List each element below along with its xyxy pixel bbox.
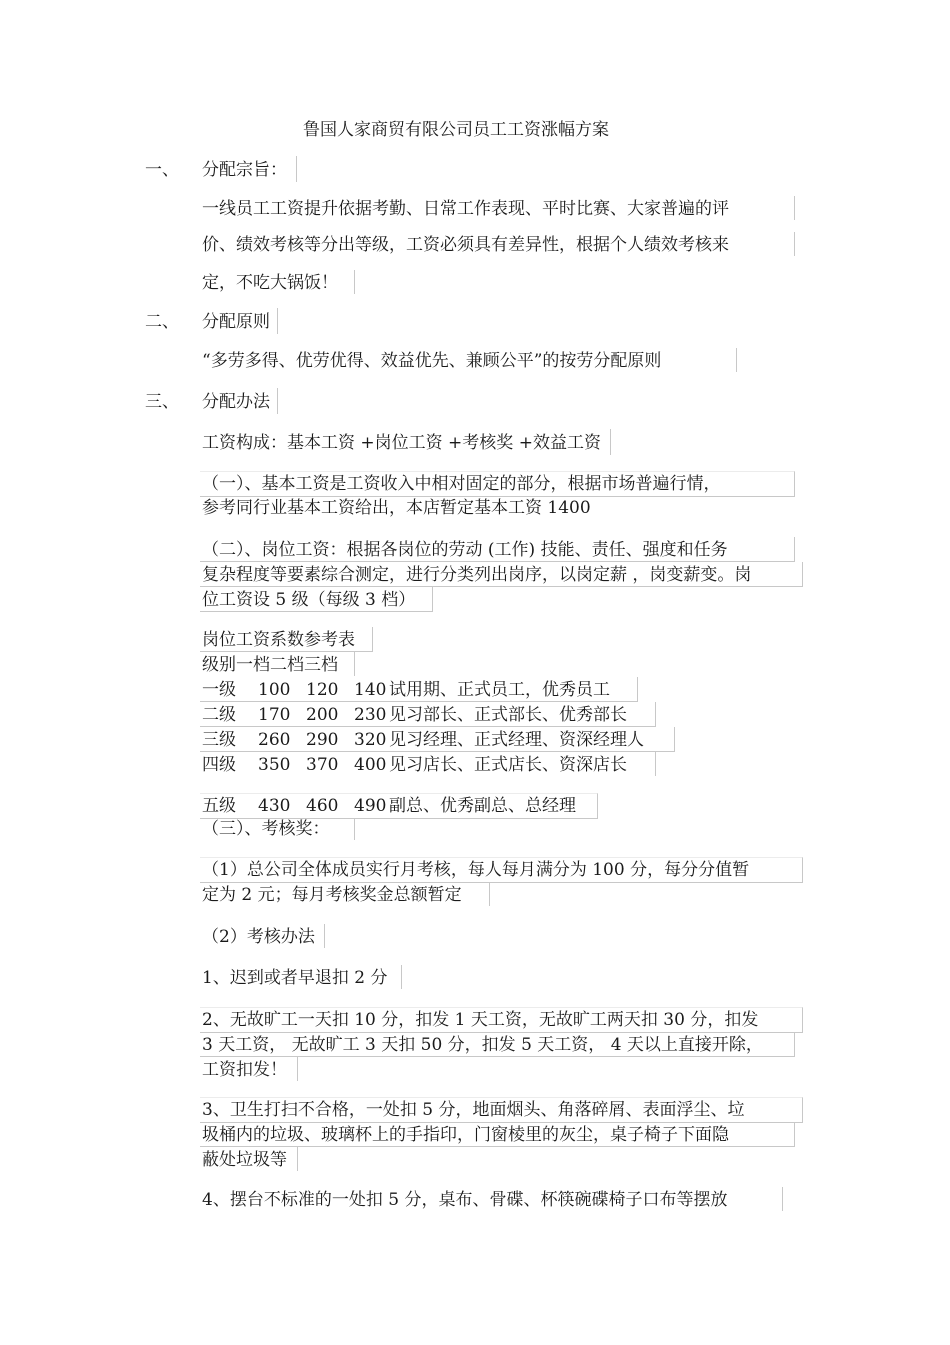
- row-description: 副总、优秀副总、总经理: [389, 796, 576, 816]
- rule-2-line-2: 3 天工资， 无故旷工 3 天扣 50 分，扣发 5 天工资， 4 天以上直接开除，: [202, 1035, 763, 1055]
- basic-wage-line-1: （一）、基本工资是工资收入中相对固定的部分，根据市场普遍行情，: [202, 474, 721, 494]
- table-header: 级别一档二档三档: [202, 655, 338, 675]
- post-wage-line-1: （二）、岗位工资：根据各岗位的劳动 (工作) 技能、责任、强度和任务: [202, 540, 728, 560]
- rule-3-line-3: 蔽处垃圾等: [202, 1150, 287, 1170]
- document-title: 鲁国人家商贸有限公司员工工资涨幅方案: [303, 120, 609, 140]
- section-2-line-1: “多劳多得、优劳优得、效益优先、兼顾公平”的按劳分配原则: [202, 351, 662, 371]
- rule-2-line-3: 工资扣发！: [202, 1060, 287, 1080]
- row-description: 见习经理、正式经理、资深经理人: [389, 730, 644, 750]
- row-value-a: 430: [258, 796, 291, 816]
- row-level: 一级: [202, 680, 236, 700]
- row-level: 二级: [202, 705, 236, 725]
- section-2-heading: 分配原则: [202, 312, 270, 332]
- row-value-c: 490: [354, 796, 387, 816]
- row-level: 三级: [202, 730, 236, 750]
- section-1-line-3: 定，不吃大锅饭！: [202, 273, 338, 293]
- row-value-a: 100: [258, 680, 291, 700]
- row-value-b: 460: [306, 796, 339, 816]
- row-value-c: 320: [354, 730, 387, 750]
- row-value-a: 260: [258, 730, 291, 750]
- row-description: 试用期、正式员工，优秀员工: [389, 680, 610, 700]
- basic-wage-line-2: 参考同行业基本工资给出，本店暂定基本工资 1400: [202, 498, 591, 518]
- wage-composition: 工资构成：基本工资 +岗位工资 +考核奖 +效益工资: [202, 433, 601, 453]
- row-value-b: 290: [306, 730, 339, 750]
- rule-4-line-1: 4、摆台不标准的一处扣 5 分，桌布、骨碟、杯筷碗碟椅子口布等摆放: [202, 1190, 728, 1210]
- bonus-1-line-2: 定为 2 元；每月考核奖金总额暂定: [202, 885, 462, 905]
- row-level: 五级: [202, 796, 236, 816]
- section-3-number: 三、: [145, 392, 179, 412]
- row-value-b: 120: [306, 680, 339, 700]
- rule-3-line-1: 3、卫生打扫不合格，一处扣 5 分，地面烟头、角落碎屑、表面浮尘、垃: [202, 1100, 745, 1120]
- row-value-c: 140: [354, 680, 387, 700]
- section-1-heading: 分配宗旨：: [202, 160, 287, 180]
- section-3-heading: 分配办法: [202, 392, 270, 412]
- bonus-2-heading: （2）考核办法: [202, 927, 315, 947]
- row-value-c: 230: [354, 705, 387, 725]
- row-description: 见习店长、正式店长、资深店长: [389, 755, 627, 775]
- section-1-line-1: 一线员工工资提升依据考勤、日常工作表现、平时比赛、大家普遍的评: [202, 199, 729, 219]
- rule-2-line-1: 2、无故旷工一天扣 10 分，扣发 1 天工资，无故旷工两天扣 30 分，扣发: [202, 1010, 759, 1030]
- rule-3-line-2: 圾桶内的垃圾、玻璃杯上的手指印，门窗棱里的灰尘，桌子椅子下面隐: [202, 1125, 729, 1145]
- row-level: 四级: [202, 755, 236, 775]
- section-1-number: 一、: [145, 160, 179, 180]
- post-wage-line-2: 复杂程度等要素综合测定，进行分类列出岗序，以岗定薪 ，岗变薪变。岗: [202, 565, 752, 585]
- post-wage-line-3: 位工资设 5 级（每级 3 档）: [202, 590, 416, 610]
- section-2-number: 二、: [145, 312, 179, 332]
- row-value-a: 170: [258, 705, 291, 725]
- row-value-b: 370: [306, 755, 339, 775]
- bonus-1-line-1: （1）总公司全体成员实行月考核，每人每月满分为 100 分，每分分值暂: [202, 860, 750, 880]
- row-value-b: 200: [306, 705, 339, 725]
- row-description: 见习部长、正式部长、优秀部长: [389, 705, 627, 725]
- row-value-c: 400: [354, 755, 387, 775]
- bonus-heading: （三）、考核奖：: [202, 819, 330, 839]
- row-value-a: 350: [258, 755, 291, 775]
- section-1-line-2: 价、绩效考核等分出等级，工资必须具有差异性，根据个人绩效考核来: [202, 235, 729, 255]
- table-title: 岗位工资系数参考表: [202, 630, 355, 650]
- rule-1: 1、迟到或者早退扣 2 分: [202, 968, 388, 988]
